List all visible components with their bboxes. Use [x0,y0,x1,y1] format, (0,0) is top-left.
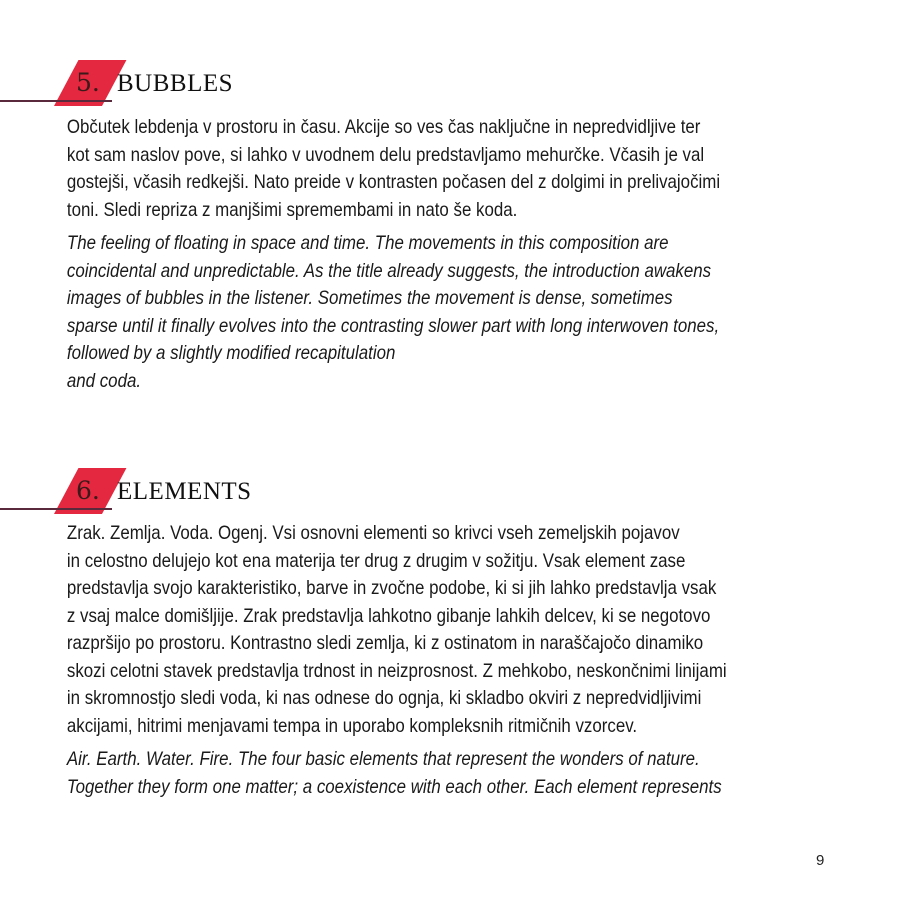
page-number: 9 [816,852,825,869]
section-title: BUBBLES [117,70,234,97]
english-paragraph: The feeling of floating in space and time. The movements in this composition are coincidental and unpredictable. As the title already suggests, the introduction awakens images of bubbles in the listener. Sometimes the movement is dense, sometimes sparse until it finally evolves into the contrasting slower part with long interwoven tones, followed by a slightly modified recapitulation and coda. [66,233,720,392]
english-paragraph: Air. Earth. Water. Fire. The four basic elements that represent the wonders of nature. Together they form one matter; a coexistence with each other. Each element represents [66,749,722,798]
heading-rule [0,100,112,102]
section-number: 5. [76,68,100,97]
section-number: 6. [76,476,100,505]
slovenian-paragraph: Občutek lebdenja v prostoru in času. Akcije so ves čas naključne in nepredvidljive ter kot sam naslov pove, si lahko v uvodnem delu predstavljamo mehurčke. Včasih je val gostejši, včasih redkejši. Nato preide v kontrasten počasen del z dolgimi in prelivajočimi toni. Sledi repriza z manjšimi spremembami in nato še koda. [66,117,721,221]
section-heading [0,60,900,110]
section-title: ELEMENTS [117,478,252,505]
section-bubbles [0,60,900,395]
section-elements [0,468,900,801]
section-heading [0,468,900,518]
heading-rule [0,508,112,510]
slovenian-paragraph: Zrak. Zemlja. Voda. Ogenj. Vsi osnovni elementi so krivci vseh zemeljskih pojavov in celostno delujejo kot ena materija ter drug z drugim v sožitju. Vsak element zase predstavlja svojo karakteristiko, barve in zvočne podobe, ki si jih lahko predstavlja vsak z vsaj malce domišljije. Zrak predstavlja lahkotno gibanje lahkih delcev, ki se negotovo razpršijo po prostoru. Kontrastno sledi zemlja, ki z ostinatom in naraščajočo dinamiko skozi celotni stavek predstavlja trdnost in neizprosnost. Z mehkobo, neskončnimi linijami in skromnostjo sledi voda, ki nas odnese do ognja, ki skladbo okviri z nepredvidljivimi akcijami, hitrimi menjavami tempa in uporabo kompleksnih ritmičnih vzorcev. [66,523,727,737]
